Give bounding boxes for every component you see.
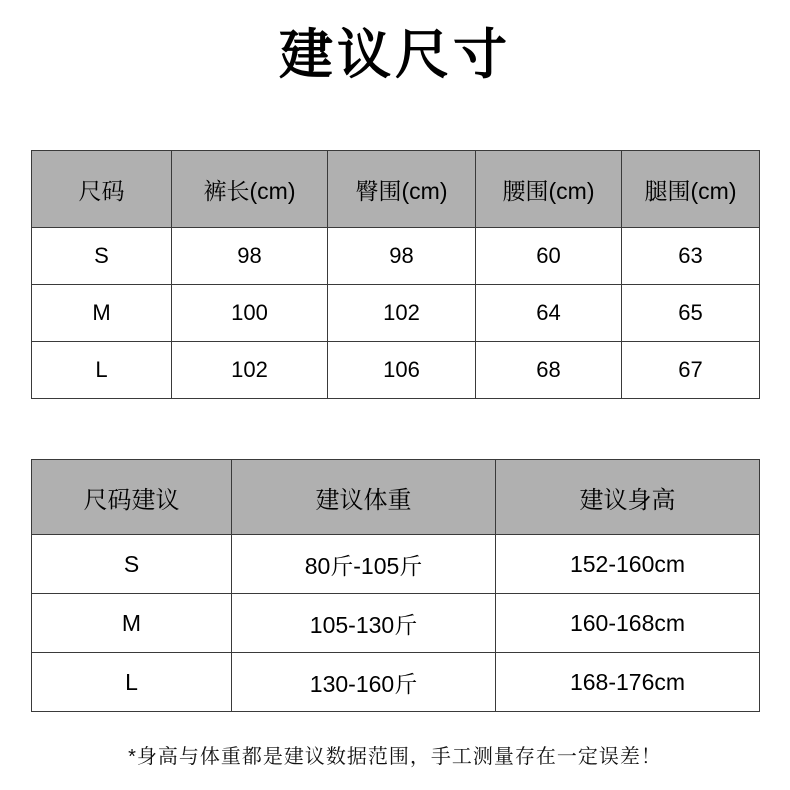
- cell-height: 168-176cm: [496, 653, 760, 712]
- table-header-row: [32, 151, 760, 228]
- table-row: [32, 228, 760, 285]
- table-header-row: [32, 460, 760, 535]
- cell-hip: 98: [328, 228, 476, 285]
- cell-size: L: [32, 653, 232, 712]
- cell-size: M: [32, 594, 232, 653]
- size-table-container: [31, 150, 759, 399]
- footnote-text: *身高与体重都是建议数据范围，手工测量存在一定误差！: [128, 746, 662, 768]
- table-row: [32, 594, 760, 653]
- recommendation-table: [31, 459, 760, 712]
- table-row: [32, 285, 760, 342]
- cell-waist: 64: [476, 285, 622, 342]
- cell-size: M: [32, 285, 172, 342]
- cell-hip: 106: [328, 342, 476, 399]
- cell-leg: 67: [622, 342, 760, 399]
- table-row: [32, 653, 760, 712]
- cell-size: L: [32, 342, 172, 399]
- column-header-size-advice: 尺码建议: [32, 460, 232, 535]
- cell-waist: 60: [476, 228, 622, 285]
- column-header-hip: 臀围(cm): [328, 151, 476, 228]
- cell-weight: 105-130斤: [232, 594, 496, 653]
- cell-size: S: [32, 228, 172, 285]
- cell-waist: 68: [476, 342, 622, 399]
- cell-height: 160-168cm: [496, 594, 760, 653]
- column-header-pant-length: 裤长(cm): [172, 151, 328, 228]
- cell-weight: 80斤-105斤: [232, 535, 496, 594]
- page-title: 建议尺寸: [279, 25, 511, 85]
- cell-weight: 130-160斤: [232, 653, 496, 712]
- column-header-leg: 腿围(cm): [622, 151, 760, 228]
- column-header-size: 尺码: [32, 151, 172, 228]
- advice-table-container: [31, 459, 759, 712]
- cell-pant-length: 98: [172, 228, 328, 285]
- measurements-table: [31, 150, 760, 399]
- table-row: [32, 535, 760, 594]
- column-header-waist: 腰围(cm): [476, 151, 622, 228]
- table-row: [32, 342, 760, 399]
- cell-leg: 65: [622, 285, 760, 342]
- cell-size: S: [32, 535, 232, 594]
- cell-pant-length: 102: [172, 342, 328, 399]
- cell-leg: 63: [622, 228, 760, 285]
- cell-height: 152-160cm: [496, 535, 760, 594]
- column-header-weight-advice: 建议体重: [232, 460, 496, 535]
- cell-hip: 102: [328, 285, 476, 342]
- cell-pant-length: 100: [172, 285, 328, 342]
- column-header-height-advice: 建议身高: [496, 460, 760, 535]
